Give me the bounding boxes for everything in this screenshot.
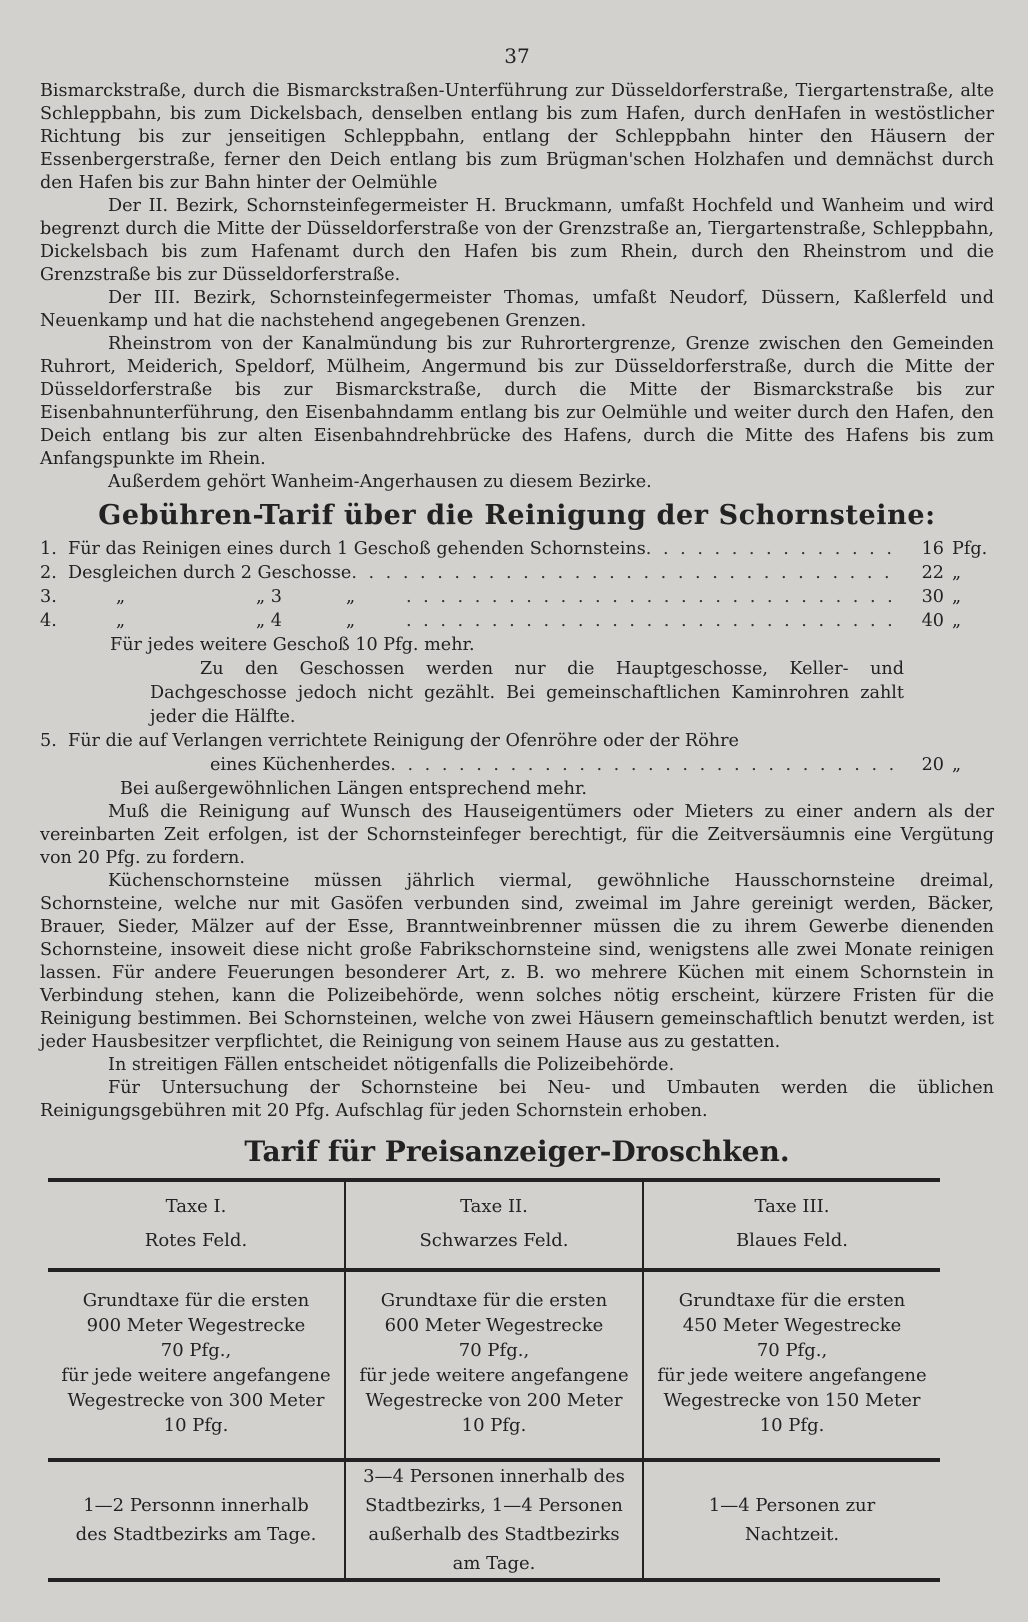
- tariff-item-number: 5.: [40, 731, 57, 751]
- taxi-rate-cell: [345, 1270, 643, 1460]
- district-3-addition: Außerdem gehört Wanheim-Angerhausen zu diesem Bezirke.: [108, 472, 652, 492]
- tariff-item-unit: „: [952, 611, 962, 631]
- tariff-item-number: 3.: [40, 587, 57, 607]
- ditto-mark: „: [116, 587, 126, 607]
- tariff-item-value: 30: [921, 587, 944, 607]
- tariff-extra-note: Für jedes weitere Geschoß 10 Pfg. mehr.: [110, 635, 475, 655]
- rate-line: 10 Pfg.: [461, 1415, 527, 1436]
- tariff-item: [40, 585, 994, 609]
- ditto-mark: „: [346, 587, 356, 607]
- rate-line: 70 Pfg.,: [160, 1340, 232, 1361]
- condition-line: Nachtzeit.: [744, 1524, 840, 1545]
- tariff-item-5: [40, 729, 994, 777]
- taxe-label: Taxe III.: [754, 1196, 830, 1217]
- tariff-item-5-extra: Bei außergewöhnlichen Längen entsprechend mehr.: [120, 779, 588, 799]
- condition-line: Stadtbezirks, 1—4 Personen: [365, 1495, 623, 1516]
- tariff-item-unit: „: [952, 587, 962, 607]
- condition-line: außerhalb des Stadtbezirks: [368, 1524, 620, 1545]
- taxi-table-header-row: [48, 1180, 940, 1270]
- ditto-mark: „: [116, 611, 126, 631]
- district-1-paragraph: Bismarckstraße, durch die Bismarckstraßen-Unterführung zur Düsseldorferstraße, Tiergartenstraße, alte Schleppbahn, bis zum Dickelsbach, denselben entlang bis zum Hafen, durch denHafen in westöstlicher Richtung bis zur jenseitigen Schleppbahn, entlang der Schleppbahn hinter den Häusern der Essenbergerstraße, ferner den Deich entlang bis zum Brügman'schen Holzhafen und demnächst durch den Hafen bis zur Bahn hinter der Oelmühle: [40, 81, 994, 193]
- leader-dots: [406, 585, 894, 609]
- tariff-item-label: Desgleichen durch 2 Geschosse: [68, 563, 352, 583]
- rate-line: Grundtaxe für die ersten: [380, 1290, 608, 1311]
- taxi-header-cell: [48, 1180, 345, 1270]
- feld-label: Schwarzes Feld.: [419, 1230, 569, 1251]
- page-number: 37: [504, 44, 530, 68]
- leader-dots: [406, 609, 894, 633]
- taxi-condition-cell: [48, 1460, 345, 1580]
- condition-line: am Tage.: [452, 1553, 536, 1574]
- tariff-item-number: 1.: [40, 539, 57, 559]
- rate-line: Wegestrecke von 300 Meter: [67, 1390, 325, 1411]
- taxe-label: Taxe II.: [460, 1196, 528, 1217]
- ditto-mark-number: „ 4: [256, 611, 282, 631]
- rate-line: Wegestrecke von 200 Meter: [365, 1390, 623, 1411]
- tariff-item-number: 4.: [40, 611, 57, 631]
- taxi-header-cell: [345, 1180, 643, 1270]
- rate-line: 600 Meter Wegestrecke: [384, 1315, 604, 1336]
- condition-line: 3—4 Personen innerhalb des: [363, 1466, 625, 1487]
- tariff-item: [40, 561, 994, 585]
- rate-line: für jede weitere angefangene: [61, 1365, 331, 1386]
- rate-line: 70 Pfg.,: [458, 1340, 530, 1361]
- feld-label: Blaues Feld.: [735, 1230, 849, 1251]
- rate-line: 10 Pfg.: [759, 1415, 825, 1436]
- tariff-item-label: [68, 609, 406, 633]
- rate-line: 10 Pfg.: [163, 1415, 229, 1436]
- tariff-item-value: 16: [921, 539, 944, 559]
- rule-new-buildings: Für Untersuchung der Schornsteine bei Neu- und Umbauten werden die üblichen Reinigungsgebühren mit 20 Pfg. Aufschlag für jeden Schornstein erhoben.: [40, 1078, 994, 1121]
- tariff-item-value: 20: [921, 755, 944, 775]
- district-3-boundaries: Rheinstrom von der Kanalmündung bis zur Ruhrortergrenze, Grenze zwischen den Gemeinden Ruhrort, Meiderich, Speldorf, Mülheim, Angermund bis zur Düsseldorferstraße, durch die Mitte der Düsseldorferstraße bis zur Bismarckstraße, durch die Mitte der Bismarckstraße bis zur Eisenbahnunterführung, den Eisenbahndamm entlang bis zur Oelmühle und weiter durch den Hafen, den Deich entlang bis zur alten Eisenbahndrehbrücke des Hafens, durch die Mitte des Hafens bis zum Anfangspunkte im Rhein.: [40, 334, 994, 469]
- rule-time-fee: Muß die Reinigung auf Wunsch des Hauseigentümers oder Mieters zu einer andern als der vereinbarten Zeit erfolgen, ist der Schornsteinfeger berechtigt, für die Zeitversäumnis eine Vergütung von 20 Pfg. zu fordern.: [40, 802, 994, 868]
- leader-dots: [646, 537, 894, 561]
- rate-line: für jede weitere angefangene: [657, 1365, 927, 1386]
- taxe-label: Taxe I.: [165, 1196, 227, 1217]
- taxi-condition-cell: [345, 1460, 643, 1580]
- tariff-item-unit: Pfg.: [952, 539, 988, 559]
- rate-line: Grundtaxe für die ersten: [82, 1290, 310, 1311]
- rate-line: Grundtaxe für die ersten: [678, 1290, 906, 1311]
- rate-line: für jede weitere angefangene: [359, 1365, 629, 1386]
- tariff-item-label: Für die auf Verlangen verrichtete Reinigung der Ofenröhre oder der Röhre: [68, 731, 739, 751]
- tariff-item-value: 40: [921, 611, 944, 631]
- tariff-floors-note: Zu den Geschossen werden nur die Hauptgeschosse, Keller- und Dachgeschosse jedoch nicht gezählt. Bei gemeinschaftlichen Kaminrohren zahlt jeder die Hälfte.: [150, 659, 904, 727]
- taxi-rate-cell: [48, 1270, 345, 1460]
- leader-dots: [390, 753, 894, 777]
- leader-dots: [351, 561, 894, 585]
- condition-line: 1—4 Personen zur: [708, 1495, 876, 1516]
- rate-line: Wegestrecke von 150 Meter: [663, 1390, 921, 1411]
- taxi-table-conditions-row: [48, 1460, 940, 1580]
- taxi-tariff-table: [48, 1178, 940, 1582]
- district-3-paragraph: Der III. Bezirk, Schornsteinfegermeister Thomas, umfaßt Neudorf, Düssern, Kaßlerfeld und Neuenkamp und hat die nachstehend angegebenen Grenzen.: [40, 288, 994, 331]
- rate-line: 70 Pfg.,: [756, 1340, 828, 1361]
- feld-label: Rotes Feld.: [144, 1230, 248, 1251]
- tariff-item-label-cont: eines Küchenherdes: [210, 755, 391, 775]
- taxi-table-rates-row: [48, 1270, 940, 1460]
- tariff-item: [40, 537, 994, 561]
- taxi-rate-cell: [643, 1270, 940, 1460]
- tariff-item-5-line1: [40, 729, 994, 753]
- condition-line: 1—2 Personnn innerhalb: [83, 1495, 309, 1516]
- ditto-mark-number: „ 3: [256, 587, 282, 607]
- taxi-header-cell: [643, 1180, 940, 1270]
- fee-tariff-heading: Gebühren-Tarif über die Reinigung der Schornsteine:: [98, 500, 936, 531]
- ditto-mark: „: [346, 611, 356, 631]
- condition-line: des Stadtbezirks am Tage.: [75, 1524, 317, 1545]
- rate-line: 450 Meter Wegestrecke: [682, 1315, 902, 1336]
- rate-line: 900 Meter Wegestrecke: [86, 1315, 306, 1336]
- taxi-tariff-heading: Tarif für Preisanzeiger-Droschken.: [244, 1135, 790, 1168]
- district-2-paragraph: Der II. Bezirk, Schornsteinfegermeister H. Bruckmann, umfaßt Hochfeld und Wanheim und wird begrenzt durch die Mitte der Düsseldorferstraße von der Grenzstraße an, Tiergartenstraße, Schleppbahn, Dickelsbach bis zum Hafenamt durch den Hafen bis zum Rhein, durch den Rheinstrom und die Grenzstraße bis zur Düsseldorferstraße.: [40, 196, 994, 285]
- tariff-item-unit: „: [952, 755, 962, 775]
- tariff-item-number: 2.: [40, 563, 57, 583]
- tariff-item-value: 22: [921, 563, 944, 583]
- rule-cleaning-frequency: Küchenschornsteine müssen jährlich viermal, gewöhnliche Hausschornsteine dreimal, Schornsteine, welche nur mit Gasöfen verbunden sind, zweimal im Jahre gereinigt werden, Bäcker, Brauer, Sieder, Mälzer auf der Esse, Branntweinbrenner müssen die zu ihrem Gewerbe dienenden Schornsteine, insoweit diese nicht große Fabrikschornsteine sind, wenigstens alle zwei Monate reinigen lassen. Für andere Feuerungen besonderer Art, z. B. wo mehrere Küchen mit einem Schornstein in Verbindung stehen, kann die Polizeibehörde, wenn solches nötig erscheint, kürzere Fristen für die Reinigung bestimmen. Bei Schornsteinen, welche von zwei Häusern gemeinschaftlich benutzt werden, ist jeder Hausbesitzer verpflichtet, die Reinigung von seinem Hause aus zu gestatten.: [40, 871, 994, 1052]
- tariff-item-label: [68, 585, 406, 609]
- tariff-item-unit: „: [952, 563, 962, 583]
- taxi-condition-cell: [643, 1460, 940, 1580]
- rule-disputes: In streitigen Fällen entscheidet nötigenfalls die Polizeibehörde.: [108, 1055, 675, 1075]
- tariff-item-label: Für das Reinigen eines durch 1 Geschoß gehenden Schornsteins: [68, 539, 646, 559]
- tariff-item-5-line2: [40, 753, 994, 777]
- tariff-item: [40, 609, 994, 633]
